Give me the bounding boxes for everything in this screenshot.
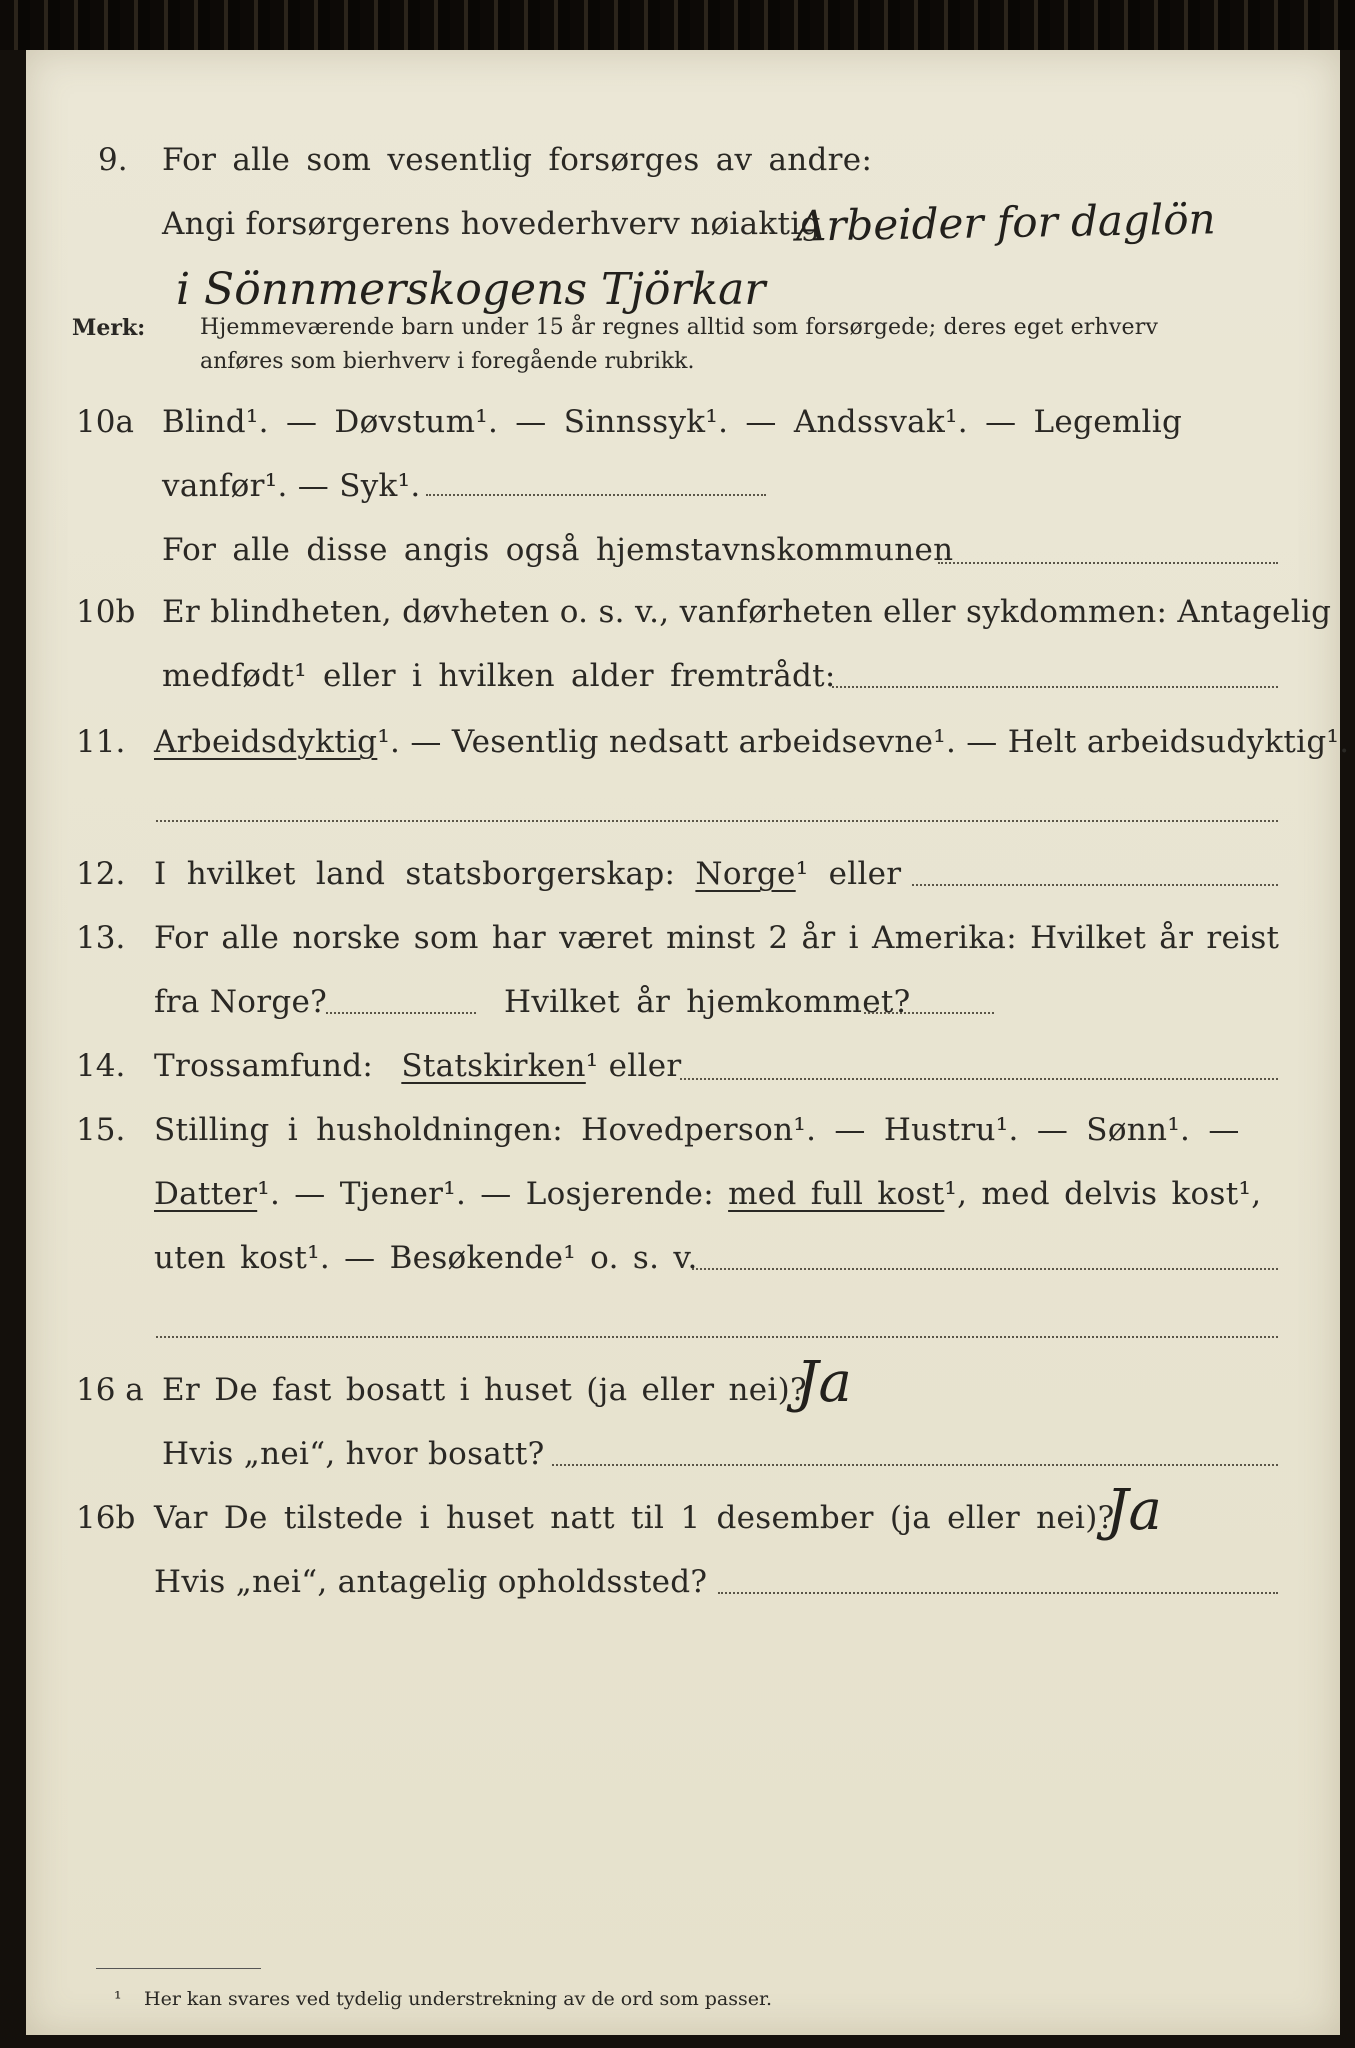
merk-label: Merk:: [72, 315, 146, 341]
footnote-text: Her kan svares ved tydelig understrekning av de ord som passer.: [144, 1988, 773, 2010]
q10b-line1: Er blindheten, døvheten o. s. v., vanførheten eller sykdommen: Antagelig: [162, 594, 1332, 630]
q12-selected-option: Norge: [695, 856, 796, 892]
q14-before: Trossamfund:: [154, 1048, 374, 1084]
q14-selected-option: Statskirken: [401, 1048, 586, 1084]
q15-line2-end: ¹, med delvis kost¹,: [944, 1176, 1262, 1212]
q10a-line1: Blind¹. — Døvstum¹. — Sinnssyk¹. — Andssvak¹. — Legemlig: [162, 404, 1183, 440]
q13-line2b: Hvilket år hjemkommet?: [504, 984, 911, 1020]
q10a-line2: vanfør¹. — Syk¹.: [162, 468, 421, 504]
q10a-number: 10a: [76, 404, 134, 440]
q15-line3: uten kost¹. — Besøkende¹ o. s. v.: [154, 1240, 698, 1276]
q10b-line2: medfødt¹ eller i hvilken alder fremtrådt:: [162, 658, 836, 694]
q10a-answer-line-1: [426, 494, 766, 496]
merk-line2: anføres som bierhverv i foregående rubrikk.: [200, 349, 695, 374]
q13-answer-line-2: [864, 1012, 994, 1014]
q9-handwritten-answer-2: i Sönnmerskogens Tjörkar: [176, 264, 766, 315]
q10a-line3: For alle disse angis også hjemstavnskommunen: [162, 532, 954, 568]
q14-answer-line: [680, 1078, 1278, 1080]
q11-line: [154, 722, 1349, 762]
q16a-handwritten-answer: Ja: [796, 1350, 852, 1415]
q12-line: [154, 854, 901, 894]
q10b-number: 10b: [76, 594, 136, 630]
q16a-number: 16 a: [76, 1372, 144, 1408]
q9-line2: Angi forsørgerens hovederhverv nøiaktig: [162, 206, 821, 242]
footnote-rule: [96, 1968, 261, 1969]
q16b-handwritten-answer: Ja: [1106, 1478, 1162, 1543]
q13-answer-line-1: [326, 1012, 476, 1014]
q11-rest: ¹. — Vesentlig nedsatt arbeidsevne¹. — Helt arbeidsudyktig¹.: [377, 724, 1350, 760]
q16a-line1: Er De fast bosatt i huset (ja eller nei)?: [162, 1372, 807, 1408]
q10a-answer-line-2: [938, 562, 1278, 564]
q16b-number: 16b: [76, 1500, 136, 1536]
q15-line1: Stilling i husholdningen: Hovedperson¹. — Hustru¹. — Sønn¹. —: [154, 1112, 1240, 1148]
q16b-line1: Var De tilstede i huset natt til 1 desember (ja eller nei)?: [154, 1500, 1115, 1536]
q15-number: 15.: [76, 1112, 126, 1148]
q10b-answer-line: [832, 686, 1278, 688]
merk-line1: Hjemmeværende barn under 15 år regnes alltid som forsørgede; deres eget erhverv: [200, 315, 1159, 340]
q13-line2a: fra Norge?: [154, 984, 328, 1020]
q15-answer-line-1: [692, 1268, 1278, 1270]
q16b-line2: Hvis „nei“, antagelig opholdssted?: [154, 1564, 708, 1600]
q9-handwritten-answer-1: Arbeider for daglön: [795, 194, 1216, 251]
census-form-page: [26, 50, 1350, 2035]
q16a-answer-line: [552, 1464, 1278, 1466]
q13-number: 13.: [76, 920, 126, 956]
q11-answer-line: [156, 820, 1278, 822]
q14-number: 14.: [76, 1048, 126, 1084]
q15-selected-option-1: Datter: [154, 1176, 258, 1212]
q14-after: ¹ eller: [585, 1048, 682, 1084]
q12-after: ¹ eller: [795, 856, 902, 892]
q15-line2-mid: ¹. — Tjener¹. — Losjerende:: [257, 1176, 714, 1212]
q13-line1: For alle norske som har været minst 2 år i Amerika: Hvilket år reist: [154, 920, 1280, 956]
q16a-line2: Hvis „nei“, hvor bosatt?: [162, 1436, 545, 1472]
q15-line2: [154, 1174, 1261, 1214]
q12-answer-line: [912, 884, 1278, 886]
q14-line: [154, 1046, 682, 1086]
q9-number: 9.: [98, 142, 128, 178]
q9-line1: For alle som vesentlig forsørges av andre:: [162, 142, 873, 178]
scan-top-edge: [0, 0, 1355, 50]
q16b-answer-line: [718, 1592, 1278, 1594]
q12-before: I hvilket land statsborgerskap:: [154, 856, 676, 892]
q15-answer-line-2: [156, 1336, 1278, 1338]
q11-number: 11.: [76, 724, 126, 760]
footnote-marker: ¹: [114, 1988, 122, 2010]
q11-selected-option: Arbeidsdyktig: [154, 724, 378, 760]
q12-number: 12.: [76, 856, 126, 892]
q15-selected-option-2: med full kost: [728, 1176, 945, 1212]
